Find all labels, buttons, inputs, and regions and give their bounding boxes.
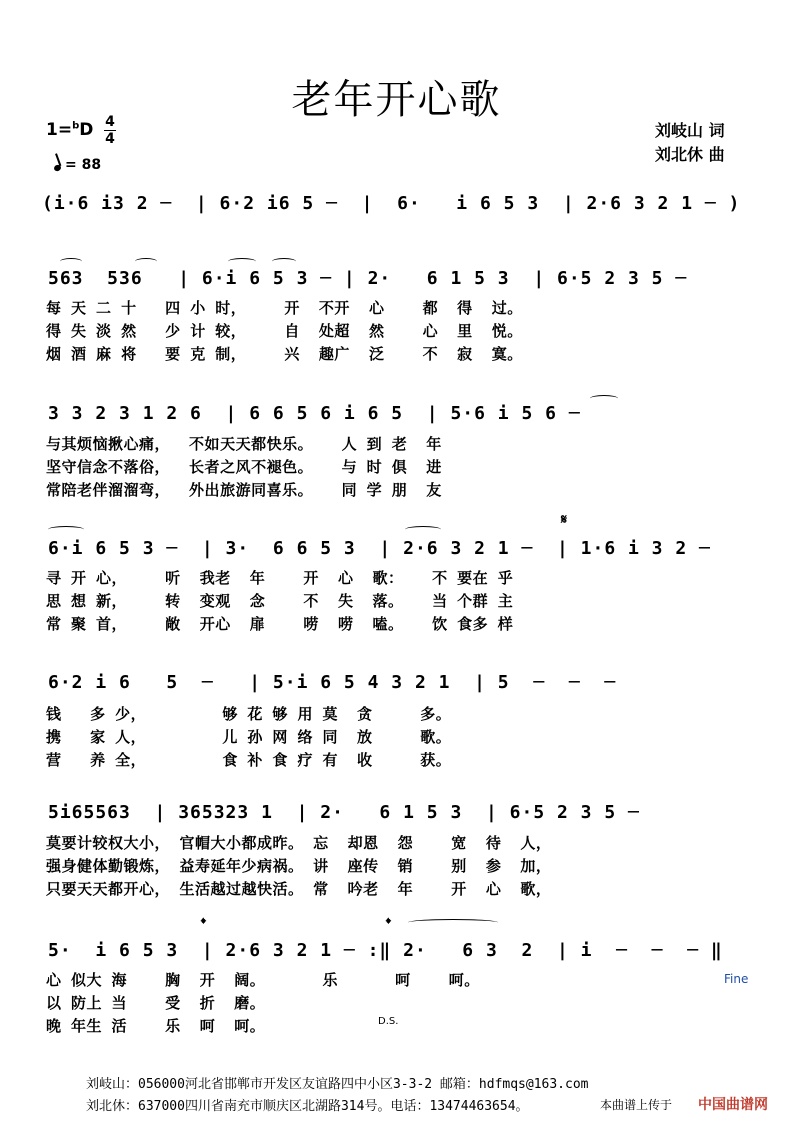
composer-credit: 刘北休 曲 — [655, 145, 725, 164]
melody-line-5: 5i65563 | 365323 1 | 2· 6 1 5 3 | 6·5 2 3 5 ─ — [48, 802, 640, 823]
coda-sign: 𝄌 — [201, 916, 206, 932]
slur — [135, 258, 157, 265]
lyric-line: 晚 年生 活 乐 呵 呵。 — [46, 1017, 266, 1035]
lyric-line: 常陪老伴溜溜弯， 外出旅游同喜乐。 同 学 朋 友 — [46, 481, 442, 499]
lyric-line: 钱 多 少， 够 花 够 用 莫 贪 多。 — [46, 705, 452, 723]
lyric-line: 寻 开 心， 听 我老 年 开 心 歌： 不 要在 乎 — [46, 569, 514, 587]
time-signature: 4 4 — [105, 114, 115, 147]
segno-sign: 𝄋 — [561, 512, 568, 528]
lyric-line: 烟 酒 麻 将 要 克 制， 兴 趣广 泛 不 寂 寞。 — [46, 345, 523, 363]
lyric-line: 强身健体勤锻炼， 益寿延年少病祸。 讲 座传 销 别 参 加， — [46, 857, 552, 875]
upload-note: 本曲谱上传于 — [600, 1098, 673, 1112]
lyricist-credit: 刘岐山 词 — [655, 121, 725, 140]
fine-mark: Fine — [724, 972, 749, 986]
lyric-line: 常 聚 首， 敞 开心 扉 唠 唠 嗑。 饮 食多 样 — [46, 615, 514, 633]
lyric-line: 每 天 二 十 四 小 时， 开 不开 心 都 得 过。 — [46, 299, 523, 317]
lyric-line: 携 家 人， 儿 孙 网 络 同 放 歌。 — [46, 728, 452, 746]
lyric-line: 只要天天都开心， 生活越过越快活。 常 吟老 年 开 心 歌， — [46, 880, 552, 898]
melody-line-2: 3 3 2 3 1 2 6 | 6 6 5 6 i 6 5 | 5·6 i 5 6 ─ — [48, 403, 581, 424]
slur — [228, 258, 256, 265]
lyric-line: 坚守信念不落俗， 长者之风不褪色。 与 时 俱 进 — [46, 458, 442, 476]
melody-line-4: 6·2 i 6 5 ─ | 5·i 6 5 4 3 2 1 | 5 ─ ─ ─ — [48, 672, 617, 693]
lyric-line: 营 养 全， 食 补 食 疗 有 收 获。 — [46, 751, 452, 769]
lyric-line: 以 防上 当 受 折 磨。 — [46, 994, 266, 1012]
melody-line-intro: (i·6 i3 2 ─ | 6·2 i6 5 ─ | 6· i 6 5 3 | 2·6 3 2 1 ─ ) — [42, 193, 741, 214]
lyric-line: 心 似大 海 胸 开 阔。 乐 呵 呵。 — [46, 971, 480, 989]
footer-contact-1: 刘岐山：056000河北省邯郸市开发区友谊路四中小区3-3-2 邮箱：hdfmqs@163.com — [86, 1077, 589, 1092]
slur — [405, 526, 441, 533]
page-title: 老年开心歌 — [291, 77, 502, 123]
quarter-note-icon — [53, 164, 62, 172]
lyric-line: 莫要计较权大小， 官帽大小都成昨。 忘 却恩 怨 宽 待 人， — [46, 834, 552, 852]
slur — [272, 258, 296, 265]
site-logo[interactable]: 中国曲谱网 — [698, 1097, 768, 1113]
footer-contact-2: 刘北休：637000四川省南充市顺庆区北湖路314号。电话：13474463654。 — [86, 1099, 529, 1114]
slur — [48, 526, 84, 533]
slur — [408, 919, 498, 926]
melody-line-3: 6·i 6 5 3 ─ | 3· 6 6 5 3 | 2·6 3 2 1 ─ | 1·6 i 3 2 ─ — [48, 538, 711, 559]
lyric-line: 思 想 新， 转 变观 念 不 失 落。 当 个群 主 — [46, 592, 514, 610]
slur — [590, 395, 618, 402]
lyric-line: 得 失 淡 然 少 计 较， 自 处超 然 心 里 悦。 — [46, 322, 523, 340]
lyric-line: 与其烦恼揪心痛， 不如天天都快乐。 人 到 老 年 — [46, 435, 442, 453]
ds-mark: D.S. — [378, 1016, 399, 1027]
melody-line-6: 5· i 6 5 3 | 2·6 3 2 1 ─ :‖ 2· 6 3 2 | i ─ ─ ─ ‖ — [48, 940, 723, 961]
melody-line-1: 563 536 | 6·i 6 5 3 ─ | 2· 6 1 5 3 | 6·5 2 3 5 ─ — [48, 268, 688, 289]
tempo-marking: = 88 — [54, 157, 101, 173]
key-signature: 1=$^b$D — [46, 120, 94, 140]
slur — [60, 258, 82, 265]
coda-sign: 𝄌 — [386, 916, 391, 932]
